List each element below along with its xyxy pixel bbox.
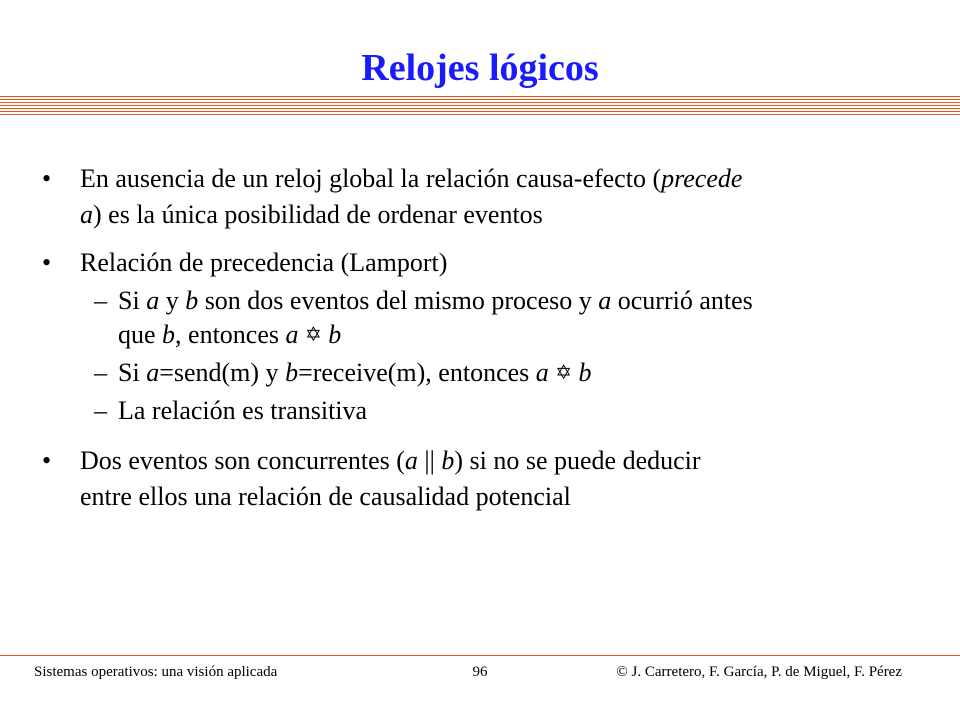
bullet-1-line-2: [80, 198, 543, 232]
precedence-arrow-icon: ✡: [305, 324, 322, 346]
text-italic: b: [328, 320, 342, 349]
text-italic: b: [185, 286, 199, 315]
sub-1-line-2: [118, 318, 341, 354]
text: =send(m) y: [159, 358, 286, 387]
text-italic: a: [598, 286, 612, 315]
text-italic: a: [146, 358, 160, 387]
text: ) si no se puede deducir: [454, 446, 701, 475]
text: Dos eventos son concurrentes (: [80, 446, 405, 475]
dash-marker: –: [94, 358, 107, 387]
text: son dos eventos del mismo proceso y: [198, 286, 599, 315]
text-italic: a: [285, 320, 299, 349]
text-italic: b: [162, 320, 176, 349]
text: Si: [118, 286, 147, 315]
bullet-1-line-1: [80, 162, 742, 196]
text-italic: precede: [661, 164, 743, 193]
text: ocurrió antes: [611, 286, 753, 315]
text-italic: a: [535, 358, 549, 387]
text-italic: b: [441, 446, 455, 475]
slide-title: Relojes lógicos: [361, 47, 599, 89]
text: que: [118, 320, 163, 349]
text: =receive(m), entonces: [298, 358, 536, 387]
text-italic: a: [80, 200, 93, 229]
bullet-marker: •: [42, 248, 52, 277]
page-number: 96: [472, 664, 488, 680]
text: ||: [417, 446, 442, 475]
text-italic: b: [578, 358, 592, 387]
precedence-arrow-icon: ✡: [555, 362, 573, 384]
text: ) es la única posibilidad de ordenar eventos: [93, 200, 543, 229]
title-rule: [0, 96, 960, 116]
bullet-marker: •: [42, 446, 52, 475]
text-italic: a: [404, 446, 418, 475]
text: y: [159, 286, 186, 315]
footer-rule: [0, 655, 960, 656]
bullet-3-line-1: [80, 444, 701, 478]
text: , entonces: [175, 320, 286, 349]
footer-left: Sistemas operativos: una visión aplicada: [34, 664, 278, 680]
footer-right: © J. Carretero, F. García, P. de Miguel, F. Pérez: [616, 664, 902, 680]
dash-marker: –: [94, 396, 107, 425]
sub-2-line: [118, 356, 592, 392]
sub-3-line: La relación es transitiva: [118, 396, 368, 425]
text-italic: b: [285, 358, 299, 387]
bullet-3-line-2: entre ellos una relación de causalidad potencial: [80, 482, 571, 511]
text-italic: a: [146, 286, 160, 315]
text: En ausencia de un reloj global la relación causa-efecto (: [80, 164, 662, 193]
bullet-marker: •: [42, 164, 52, 193]
sub-1-line-1: [118, 284, 753, 318]
bullet-2-line: Relación de precedencia (Lamport): [80, 248, 448, 277]
dash-marker: –: [94, 286, 107, 315]
text: Si: [118, 358, 147, 387]
